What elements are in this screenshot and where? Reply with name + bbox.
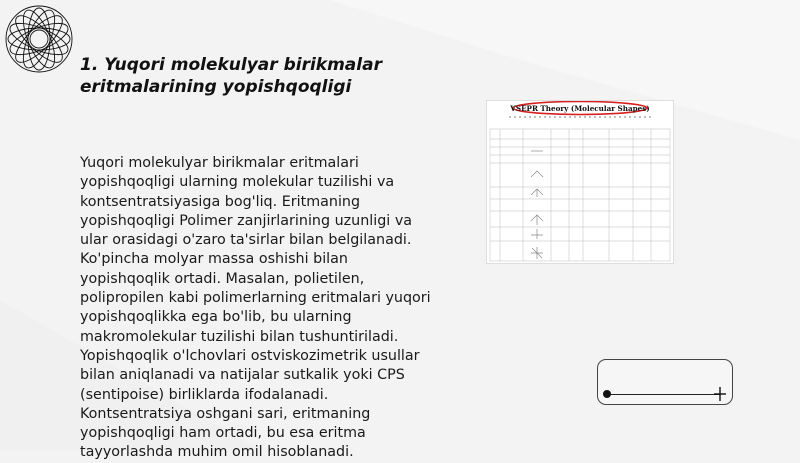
rosette-logo-icon — [4, 4, 74, 74]
slide-title: 1. Yuqori molekulyar birikmalar eritmalarining yopishqoqligi — [80, 55, 382, 97]
filled-dot-icon[interactable] — [603, 390, 611, 398]
slider-track — [608, 394, 720, 395]
vsepr-table-image — [486, 100, 674, 264]
timeline-slider[interactable] — [597, 359, 733, 405]
plus-cross-icon[interactable] — [714, 387, 726, 401]
vsepr-title: VSEPR Theory (Molecular Shapes) — [510, 104, 650, 113]
slide-body-text: Yuqori molekulyar birikmalar eritmalari yopishqoqligi ularning molekular tuzilishi va kontsentratsiyasiga bog'liq. Eritmaning yopishqoqligi Polimer zanjirlarining uzunligi va ular orasidagi o'zaro ta'sirlar bilan belgilanadi. Ko'pincha molyar massa oshishi bilan yopishqoqlik ortadi. Masalan, polietilen, polipropilen kabi polimerlarning eritmalari yuqori yopishqoqlikka ega bo'lib, bu ularning makromolekular tuzilishi bilan tushuntiriladi. Yopishqoqlik o'lchovlari ostviskozimetrik usullar bilan aniqlanadi va natijalar sutkalik yoki CPS (sentipoise) birliklarda ifodalanadi. Kontsentratsiya oshgani sari, eritmaning yopishqoqligi ham ortadi, bu esa eritma tayyorlashda muhim omil hisoblanadi. — [80, 155, 431, 461]
vsepr-table-figure — [487, 101, 673, 263]
